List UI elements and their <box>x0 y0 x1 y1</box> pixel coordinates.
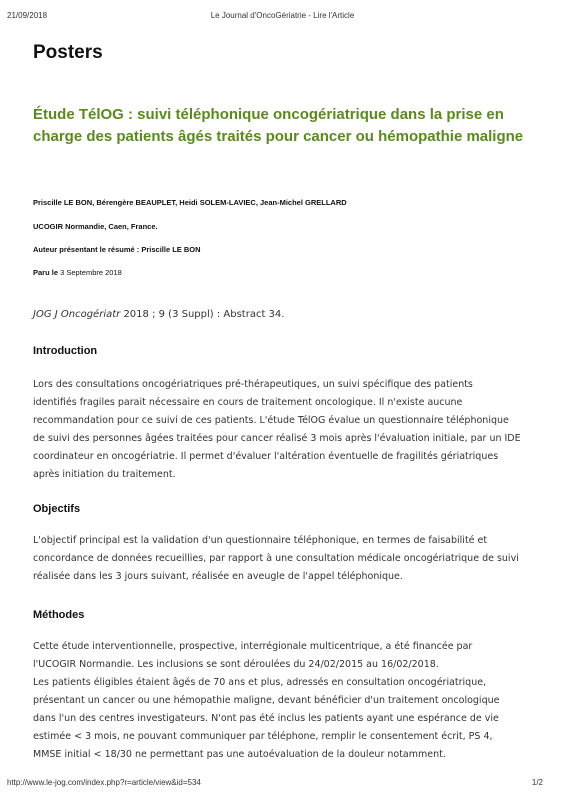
paragraph-introduction <box>33 376 543 484</box>
published-label: Paru le <box>33 268 61 277</box>
heading-objectifs: Objectifs <box>33 503 81 515</box>
text-line: recommandation pour ce suivi de ces patients. L'étude TélOG évalue un questionnaire téléphonique <box>33 415 509 426</box>
text-line: MMSE initial < 18/30 ne permettant pas une autoévaluation de la douleur notamment. <box>33 749 446 760</box>
text-line: réalisée dans les 3 jours suivant, réalisée en aveugle de l'appel téléphonique. <box>33 571 403 582</box>
heading-introduction: Introduction <box>33 345 98 357</box>
heading-methodes: Méthodes <box>33 609 85 621</box>
article-title: Étude TélOG : suivi téléphonique oncogériatrique dans la prise en charge des patients âgés traités pour cancer ou hémopathie maligne <box>33 106 524 145</box>
citation-details: 2018 ; 9 (3 Suppl) : Abstract 34. <box>120 309 285 320</box>
article-citation <box>33 309 284 320</box>
presenter-name: Priscille LE BON <box>141 245 201 254</box>
text-line: après initiation du traitement. <box>33 469 176 480</box>
text-line: concordance de données recueillies, par rapport à une consultation médicale oncogériatrique de suivi <box>33 553 519 564</box>
text-line: L'objectif principal est la validation d'un questionnaire téléphonique, en termes de faisabilité et <box>33 535 488 546</box>
article-published <box>33 268 122 277</box>
text-line: Lors des consultations oncogériatriques pré-thérapeutiques, un suivi spécifique des patients <box>33 379 473 390</box>
article-affiliation: UCOGIR Normandie, Caen, France. <box>33 222 158 231</box>
section-title: Posters <box>33 42 103 63</box>
presenter-label: Auteur présentant le résumé : <box>33 245 142 254</box>
text-line: estimée < 3 mois, ne pouvant communiquer par téléphone, remplir le consentement écrit, PS 4, <box>33 731 493 742</box>
print-page-number: 1/2 <box>531 778 543 787</box>
print-page-title: Le Journal d'OncoGériatrie - Lire l'Article <box>210 11 355 20</box>
print-date: 21/09/2018 <box>7 11 48 20</box>
paragraph-methodes <box>33 638 543 764</box>
text-line: présentant un cancer ou une hémopathie maligne, devant bénéficier d'un traitement oncologique <box>33 695 500 706</box>
text-line: de suivi des personnes âgées traitées pour cancer réalisé 3 mois après l'évaluation initiale, par un IDE <box>33 433 521 444</box>
text-line: identifiés fragiles parait nécessaire en cours de traitement oncologique. Il n'existe aucune <box>33 397 463 408</box>
article-presenter <box>33 245 201 254</box>
text-line: Cette étude interventionnelle, prospective, interrégionale multicentrique, a été financée par <box>33 641 473 652</box>
article-authors: Priscille LE BON, Bérengère BEAUPLET, Heidi SOLEM-LAVIEC, Jean-Michel GRELLARD <box>33 198 347 207</box>
citation-journal: JOG J Oncogériatr <box>33 309 121 320</box>
paragraph-objectifs <box>33 532 543 586</box>
text-line: coordinateur en oncogériatrie. Il permet d'évaluer l'altération éventuelle de fragilités gériatriques <box>33 451 499 462</box>
text-line: dans l'un des centres investigateurs. N'ont pas été inclus les patients ayant une espérance de vie <box>33 713 499 724</box>
published-date: 3 Septembre 2018 <box>60 268 122 277</box>
text-line: l'UCOGIR Normandie. Les inclusions se sont déroulées du 24/02/2015 au 16/02/2018. <box>33 659 439 670</box>
print-url: http://www.le-jog.com/index.php?r=article/view&id=534 <box>7 778 201 787</box>
text-line: Les patients éligibles étaient âgés de 70 ans et plus, adressés en consultation oncogériatrique, <box>33 677 487 688</box>
